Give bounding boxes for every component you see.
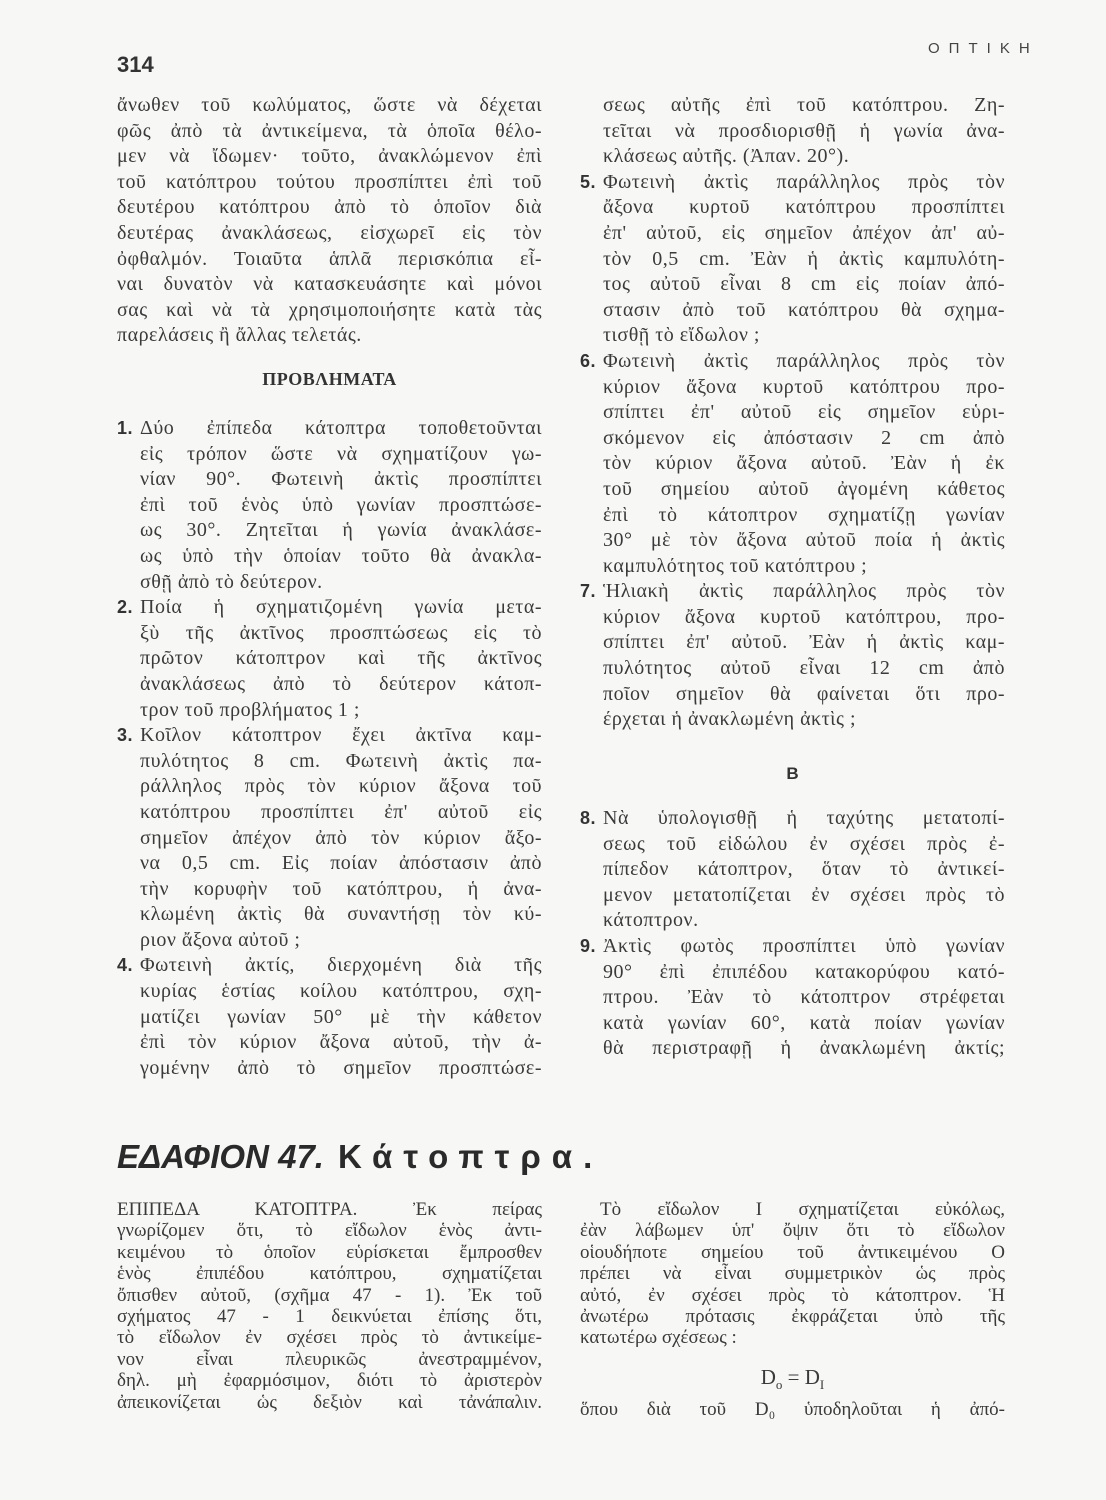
text-line: αὐτό, ἐν σχέσει πρὸς τὸ κάτοπτρον. Ἡ xyxy=(580,1284,1005,1306)
problem-number: 6. xyxy=(580,350,597,371)
formula-rhs: D xyxy=(804,1364,820,1389)
text-line: θὰ περιστραφῇ ἡ ἀνακλωμένη ἀκτίς; xyxy=(603,1037,1005,1060)
formula-eq: = xyxy=(782,1364,805,1389)
text-line: τὸν 0,5 cm. Ἐὰν ἡ ἀκτὶς καμπυλότη- xyxy=(603,247,1005,270)
text-line: Δύο ἐπίπεδα κάτοπτρα τοποθετοῦνται xyxy=(140,417,542,439)
text-line: γνωρίζομεν ὅτι, τὸ εἴδωλον ἑνὸς ἀντι- xyxy=(117,1220,542,1242)
text-line: στασιν ἀπὸ τοῦ κατόπτρου θὰ σχημα- xyxy=(603,298,1005,321)
text-line: πρῶτον κάτοπτρον καὶ τῆς ἀκτῖνος xyxy=(140,647,542,670)
problem-number: 7. xyxy=(580,581,597,602)
text-line: σεως αὐτῆς ἐπὶ τοῦ κατόπτρου. Ζη- xyxy=(603,94,1005,116)
lesson-paragraph-right xyxy=(580,1199,1005,1420)
text-line: να 0,5 cm. Εἰς ποίαν ἀπόστασιν ἀπὸ xyxy=(140,852,542,875)
text-line: τρον τοῦ προβλήματος 1 ; xyxy=(140,698,360,721)
text-line: κατόπτρου προσπίπτει ἐπ' αὐτοῦ εἰς xyxy=(140,800,542,823)
section-b-heading: Β xyxy=(786,764,799,783)
text-line: δευτέρου κατόπτρου ἀπὸ τὸ ὁποῖον διὰ xyxy=(117,196,542,219)
lesson-topic: Κάτοπτρα. xyxy=(337,1138,604,1175)
formula-lhs: D xyxy=(760,1364,776,1389)
text-line: μεν νὰ ἴδωμεν· τοῦτο, ἀνακλώμενον ἐπὶ xyxy=(117,145,542,168)
problem-continuation xyxy=(580,93,1005,170)
text-line: κυρίας ἑστίας κοίλου κατόπτρου, σχη- xyxy=(140,980,542,1003)
lesson-title xyxy=(117,1138,603,1176)
problem-item xyxy=(580,934,1005,1062)
problems-heading: ΠΡΟΒΛΗΜΑΤΑ xyxy=(262,369,397,389)
text-line: ΕΠΙΠΕΔΑ ΚΑΤΟΠΤΡΑ. Ἐκ πείρας xyxy=(117,1199,542,1220)
text-line: έρχεται ἡ ἀνακλωμένη ἀκτὶς ; xyxy=(603,708,857,731)
problem-number: 4. xyxy=(117,955,134,976)
formula xyxy=(580,1357,1005,1397)
page-number: 314 xyxy=(117,52,154,77)
text-line: Φωτεινὴ ἀκτὶς παράλληλος πρὸς τὸν xyxy=(603,170,1005,193)
text-line: τὸν κύριον ἄξονα αὐτοῦ. Ἐὰν ἡ ἐκ xyxy=(603,452,1005,475)
problems-list-left xyxy=(117,416,542,1081)
problem-item xyxy=(117,416,542,595)
intro-paragraph xyxy=(117,93,542,349)
problem-number: 3. xyxy=(117,725,134,746)
text-line: πυλότητος 8 cm. Φωτεινὴ ἀκτὶς πα- xyxy=(140,749,542,772)
problem-number: 2. xyxy=(117,597,134,618)
text-line: Ἀκτὶς φωτὸς προσπίπτει ὑπὸ γωνίαν xyxy=(603,934,1005,957)
text-line: ριον ἄξονα αὐτοῦ ; xyxy=(140,928,301,951)
text-line: ἀνακλάσεως ἀπὸ τὸ δεύτερον κάτοπ- xyxy=(140,672,542,695)
text-line: ἑνὸς ἐπιπέδου κατόπτρου, σχηματίζεται xyxy=(117,1263,542,1285)
text-line: ὄπισθεν αὐτοῦ, (σχῆμα 47 - 1). Ἐκ τοῦ xyxy=(117,1284,542,1306)
text-line: ως 30°. Ζητεῖται ἡ γωνία ἀνακλάσε- xyxy=(140,519,542,542)
text-line: 30° μὲ τὸν ἄξονα αὐτοῦ ποία ἡ ἀκτὶς xyxy=(603,529,1005,552)
text-line: σκόμενον εἰς ἀπόστασιν 2 cm ἀπὸ xyxy=(603,426,1005,449)
text-line: φῶς ἀπὸ τὰ ἀντικείμενα, τὰ ὁποῖα θέλο- xyxy=(117,119,542,142)
text-line: ἀπεικονίζεται ὡς δεξιὸν καὶ τἀνάπαλιν. xyxy=(117,1391,542,1413)
text-line: ἐπὶ τὸ κάτοπτρον σχηματίζῃ γωνίαν xyxy=(603,503,1005,526)
text-line: νον εἶναι πλευρικῶς ἀνεστραμμένον, xyxy=(117,1348,542,1370)
text-line: Τὸ εἴδωλον Ι σχηματίζεται εὐκόλως, xyxy=(600,1199,1005,1220)
text-line: τοῦ κατόπτρου τούτου προσπίπτει ἐπὶ τοῦ xyxy=(117,170,542,193)
text-line: ράλληλος πρὸς τὸν κύριον ἄξονα τοῦ xyxy=(140,775,542,798)
text-line: σεως τοῦ εἰδώλου ἐν σχέσει πρὸς ἐ- xyxy=(603,832,1005,855)
text-line: κύριον ἄξονα κυρτοῦ κατόπτρου, προ- xyxy=(603,605,1005,628)
text-line: ἀνωτέρω πρότασις ἐκφράζεται ὑπὸ τῆς xyxy=(580,1305,1005,1327)
text-line: κατωτέρω σχέσεως : xyxy=(580,1327,737,1349)
text-line: ἐὰν λάβωμεν ὑπ' ὄψιν ὅτι τὸ εἴδωλον xyxy=(580,1220,1005,1242)
text-line: τισθῇ τὸ εἴδωλον ; xyxy=(603,324,760,347)
text-line: τοῦ σημείου αὐτοῦ ἀγομένη κάθετος xyxy=(603,477,1005,500)
text-line: ἐπὶ τὸν κύριον ἄξονα αὐτοῦ, τὴν ἀ- xyxy=(140,1031,542,1054)
text-line: ξὺ τῆς ἀκτῖνος προσπτώσεως εἰς τὸ xyxy=(140,621,542,644)
problem-item xyxy=(117,595,542,723)
text-line: ὅπου διὰ τοῦ D₀ ὑποδηλοῦται ἡ ἀπό- xyxy=(580,1398,1005,1420)
text-line: Νὰ ὑπολογισθῇ ἡ ταχύτης μετατοπί- xyxy=(603,807,1005,829)
text-line: Φωτεινὴ ἀκτίς, διερχομένη διὰ τῆς xyxy=(140,954,542,977)
text-line: τεῖται νὰ προσδιορισθῇ ἡ γωνία ἀνα- xyxy=(603,119,1005,142)
problem-number: 1. xyxy=(117,418,134,438)
text-line: κλωμένη ἀκτὶς θὰ συναντήσῃ τὸν κύ- xyxy=(140,903,542,926)
lesson-number: ΕΔΑΦΙΟΝ 47. xyxy=(117,1138,324,1175)
text-line: Κοῖλον κάτοπτρον ἔχει ἀκτῖνα καμ- xyxy=(140,724,542,747)
text-line: γομένην ἀπὸ τὸ σημεῖον προσπτώσε- xyxy=(140,1056,542,1079)
text-line: ἄνωθεν τοῦ κωλύματος, ὥστε νὰ δέχεται xyxy=(117,94,542,116)
problem-item xyxy=(117,723,542,953)
text-line: εἰς τρόπον ὥστε νὰ σχηματίζουν γω- xyxy=(140,442,542,465)
text-line: Ποία ἡ σχηματιζομένη γωνία μετα- xyxy=(140,596,542,619)
text-line: πρέπει νὰ εἶναι συμμετρικὸν ὡς πρὸς xyxy=(580,1263,1005,1285)
problem-item xyxy=(580,349,1005,579)
problem-item xyxy=(117,953,542,1081)
text-line: τὸ εἴδωλον ἐν σχέσει πρὸς τὸ ἀντικείμε- xyxy=(117,1327,542,1349)
text-line: ναι δυνατὸν νὰ κατασκευάσητε καὶ μόνοι xyxy=(117,273,542,296)
problem-item xyxy=(580,170,1005,349)
text-line: κάτοπτρον. xyxy=(603,909,699,932)
text-line: πίπεδον κάτοπτρον, ὅταν τὸ ἀντικεί- xyxy=(603,858,1005,881)
text-line: κατὰ γωνίαν 60°, κατὰ ποίαν γωνίαν xyxy=(603,1011,1005,1034)
running-head: ΟΠΤΙΚΗ xyxy=(928,40,1039,57)
problems-list-b xyxy=(580,806,1005,1062)
text-line: σας καὶ νὰ τὰ χρησιμοποιήσητε κατὰ τὰς xyxy=(117,298,542,321)
text-line: παρελάσεις ἢ ἄλλας τελετάς. xyxy=(117,324,362,347)
text-line: ὀφθαλμόν. Τοιαῦτα ἁπλᾶ περισκόπια εἶ- xyxy=(117,247,542,270)
text-line: τὴν κορυφὴν τοῦ κατόπτρου, ἡ ἀνα- xyxy=(140,877,542,900)
problem-item xyxy=(580,806,1005,934)
problem-number: 5. xyxy=(580,171,597,192)
problem-number: 9. xyxy=(580,935,597,956)
text-line: κλάσεως αὐτῆς. (Ἀπαν. 20°). xyxy=(603,145,850,168)
problem-item xyxy=(580,579,1005,733)
text-line: μενον μετατοπίζεται ἐν σχέσει πρὸς τὸ xyxy=(603,883,1005,906)
text-line: σπίπτει ἐπ' αὐτοῦ. Ἐὰν ἡ ἀκτὶς καμ- xyxy=(603,631,1005,654)
text-line: νίαν 90°. Φωτεινὴ ἀκτὶς προσπίπτει xyxy=(140,468,542,491)
text-line: σπίπτει ἐπ' αὐτοῦ εἰς σημεῖον εὑρι- xyxy=(603,401,1005,424)
text-line: ἄξονα κυρτοῦ κατόπτρου προσπίπτει xyxy=(603,196,1005,219)
text-line: πτρου. Ἐὰν τὸ κάτοπτρον στρέφεται xyxy=(603,986,1005,1009)
text-line: κύριον ἄξονα κυρτοῦ κατόπτρου προ- xyxy=(603,375,1005,398)
text-line: καμπυλότητος τοῦ κατόπτρου ; xyxy=(603,554,868,577)
formula-rhs-sub: I xyxy=(819,1376,825,1392)
text-line: ματίζει γωνίαν 50° μὲ τὴν κάθετον xyxy=(140,1005,542,1028)
text-line: Φωτεινὴ ἀκτὶς παράλληλος πρὸς τὸν xyxy=(603,349,1005,372)
text-line: Ἡλιακὴ ἀκτὶς παράλληλος πρὸς τὸν xyxy=(603,580,1005,603)
text-line: σθῇ ἀπὸ τὸ δεύτερον. xyxy=(140,570,323,593)
text-line: τος αὐτοῦ εἶναι 8 cm εἰς ποίαν ἀπό- xyxy=(603,273,1005,296)
lesson-paragraph-left xyxy=(117,1199,542,1413)
text-line: κειμένου τὸ ὁποῖον εὑρίσκεται ἔμπροσθεν xyxy=(117,1241,542,1263)
text-line: ως ὑπὸ τὴν ὁποίαν τοῦτο θὰ ἀνακλα- xyxy=(140,544,542,567)
text-line: ἐπὶ τοῦ ἑνὸς ὑπὸ γωνίαν προσπτώσε- xyxy=(140,493,542,516)
text-line: δηλ. μὴ ἐφαρμόσιμον, διότι τὸ ἀριστερὸν xyxy=(117,1370,542,1392)
text-line: σχήματος 47 - 1 δεικνύεται ἐπίσης ὅτι, xyxy=(117,1305,542,1327)
text-line: ποῖον σημεῖον θὰ φαίνεται ὅτι προ- xyxy=(603,682,1005,705)
text-line: ἐπ' αὐτοῦ, εἰς σημεῖον ἀπέχον ἀπ' αὐ- xyxy=(603,221,1005,244)
problem-number: 8. xyxy=(580,808,597,828)
text-line: οἱουδήποτε σημείου τοῦ ἀντικειμένου Ο xyxy=(580,1241,1005,1263)
text-line: πυλότητος αὐτοῦ εἶναι 12 cm ἀπὸ xyxy=(603,657,1005,680)
text-line: 90° ἐπὶ ἐπιπέδου κατακορύφου κατό- xyxy=(603,960,1005,983)
formula-lhs-sub: o xyxy=(775,1376,783,1392)
text-line: σημεῖον ἀπέχον ἀπὸ τὸν κύριον ἄξο- xyxy=(140,826,542,849)
problems-list-right xyxy=(580,93,1005,733)
text-line: δευτέρας ἀνακλάσεως, εἰσχωρεῖ εἰς τὸν xyxy=(117,221,542,244)
